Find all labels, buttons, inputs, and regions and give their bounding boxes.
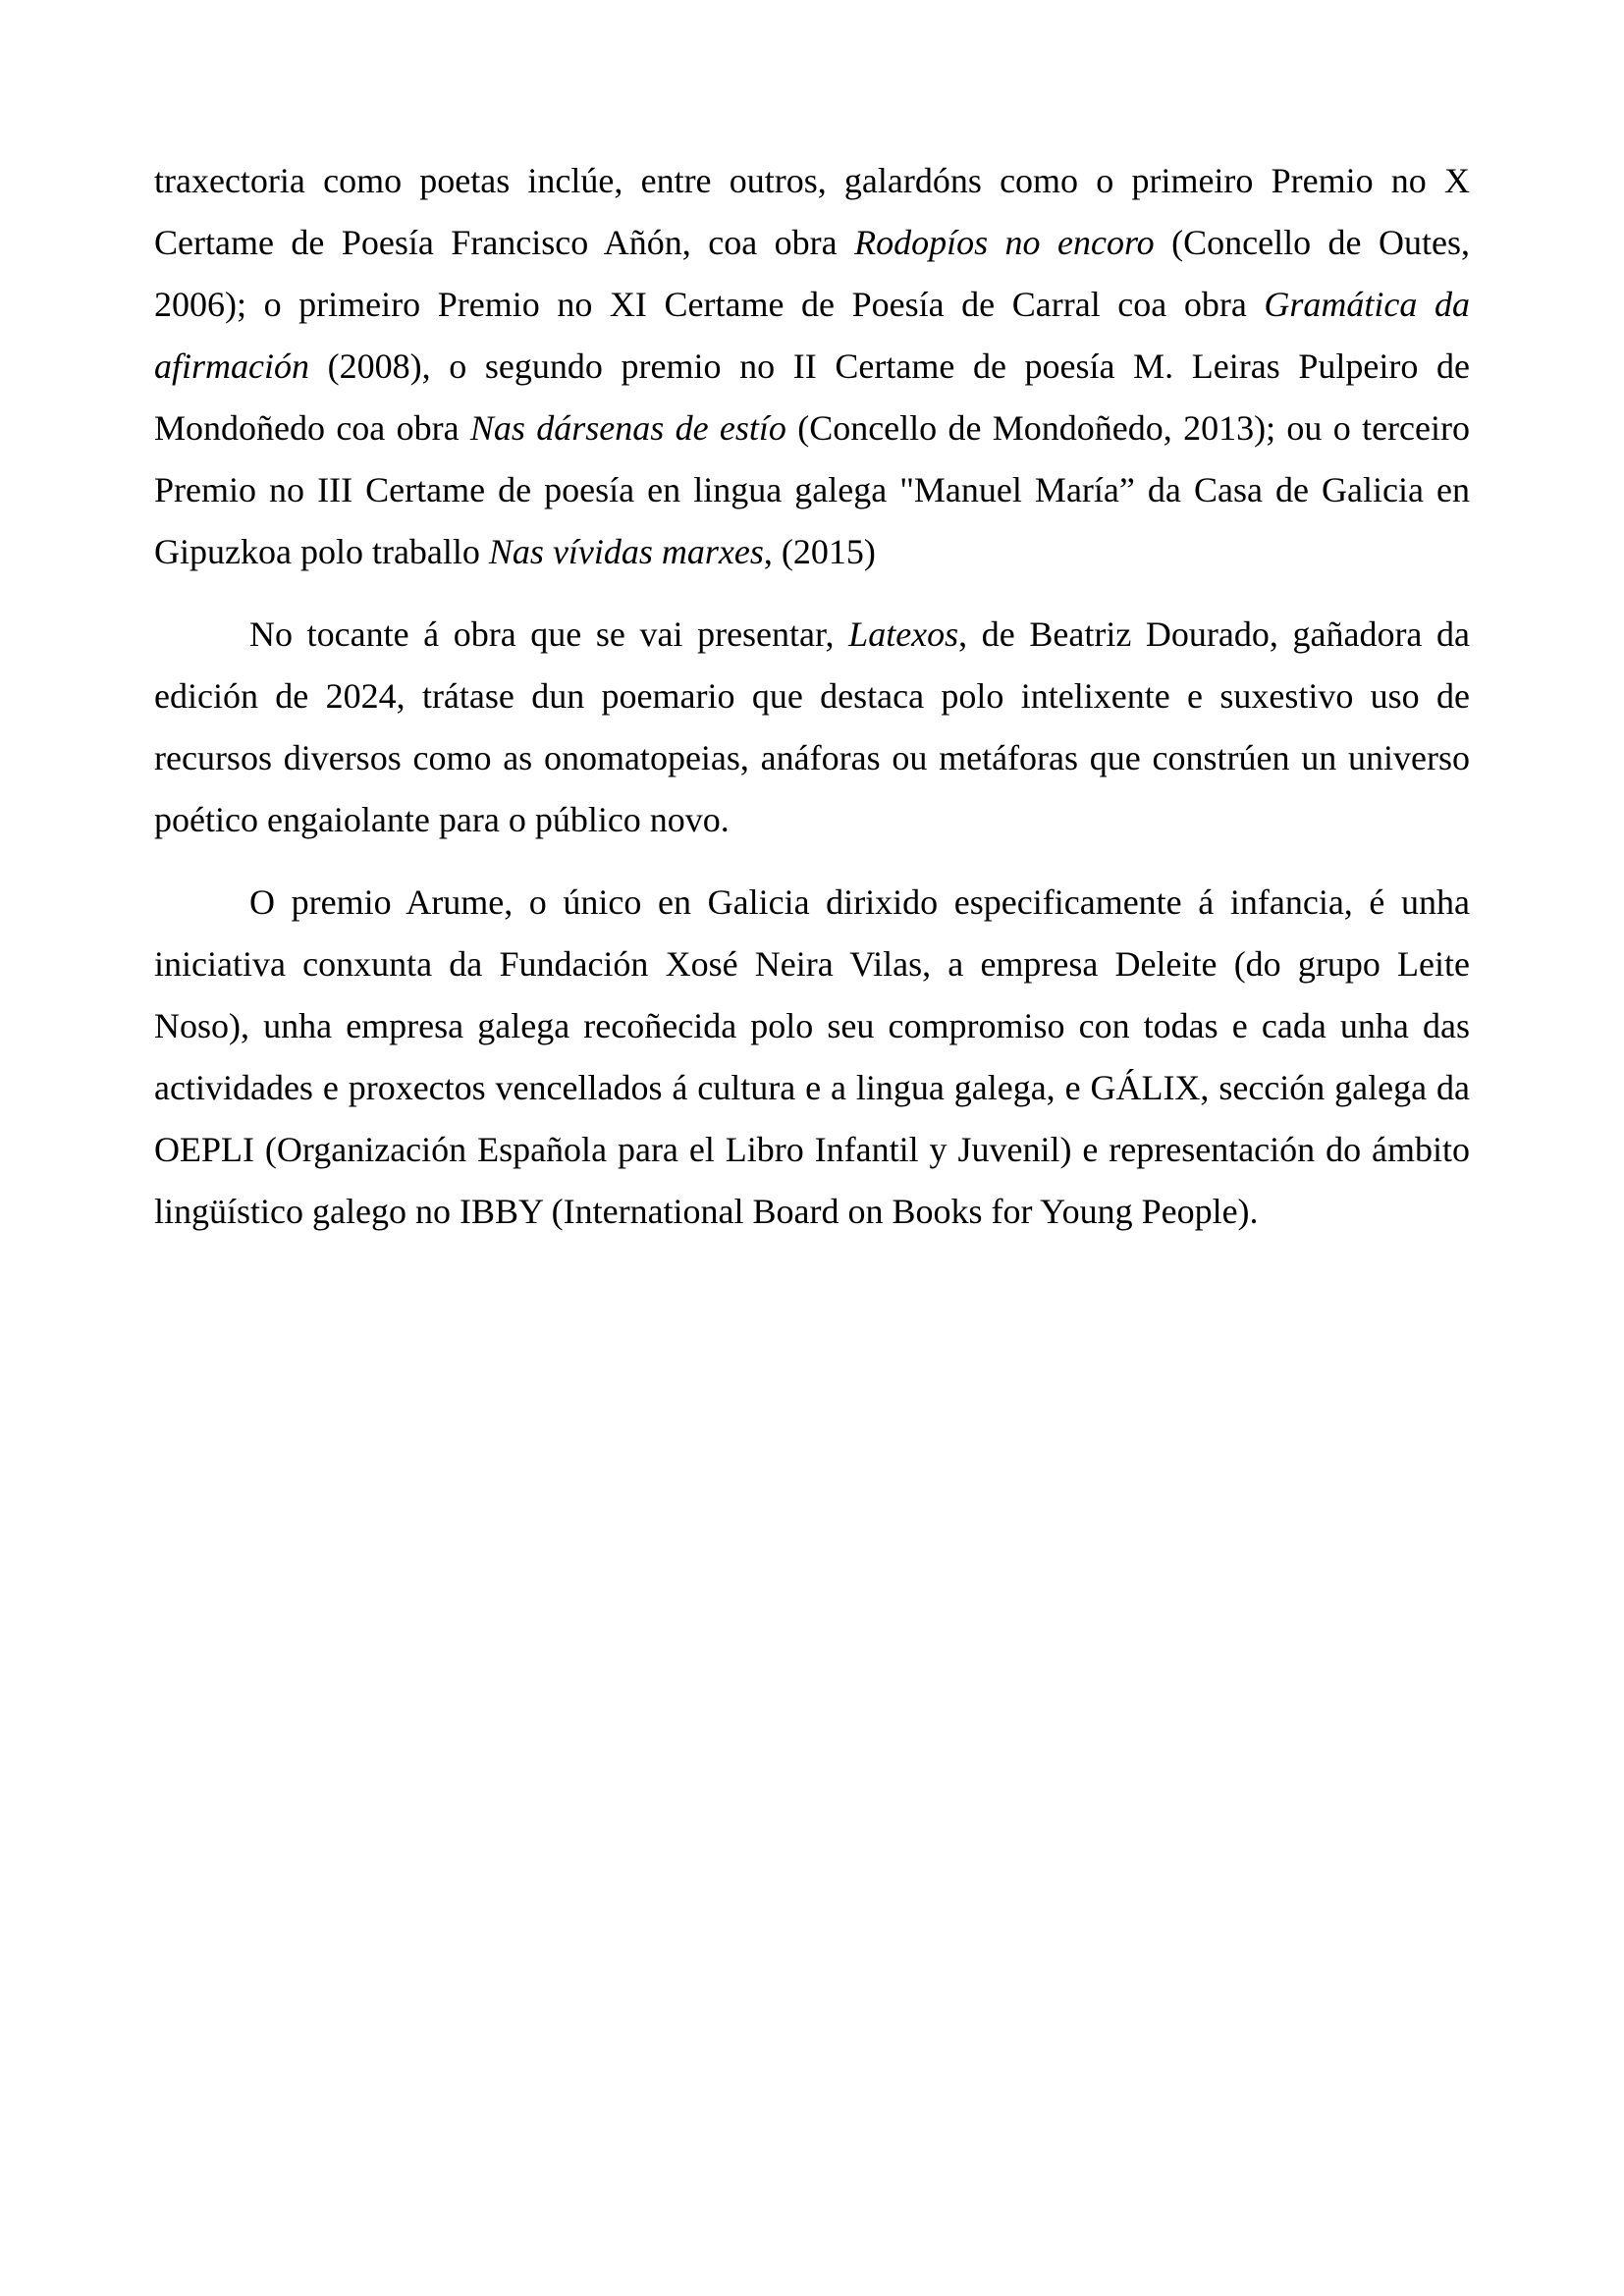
text-run-italic: Nas vívidas marxes [488,532,764,571]
document-body [154,150,1470,1243]
text-run-italic: Rodopíos no encoro [854,223,1155,262]
paragraph [154,150,1470,583]
text-run: , de Beatriz Dourado, gañadora da edición de 2024, trátase dun poemario que destaca polo intelixente e suxestivo uso de recursos diversos como as onomatopeias, anáforas ou metáforas que constrúen un universo poético engaiolante para o público novo. [154,614,1470,839]
text-run: traxectoria como poetas inclúe, entre outros, galardóns como o primeiro Premio no X Certame de Poesía Francisco Añón, coa obra [154,161,1470,262]
text-run: O premio Arume, o único en Galicia dirixido especificamente á infancia, é unha iniciativa conxunta da Fundación Xosé Neira Vilas, a empresa Deleite (do grupo Leite Noso), unha empresa galega recoñecida polo seu compromiso con todas e cada unha das actividades e proxectos vencellados á cultura e a lingua galega, e GÁLIX, sección galega da OEPLI (Organización Española para el Libro Infantil y Juvenil) e representación do ámbito lingüístico galego no IBBY (International Board on Books for Young People). [154,882,1470,1231]
text-run: (Concello de Outes, 2006); o primeiro Premio no XI Certame de Poesía de Carral coa obra [154,223,1470,324]
text-run-italic: Nas dársenas de estío [469,408,786,448]
paragraph [154,872,1470,1243]
text-run-italic: Latexos [848,614,959,654]
text-run: No tocante á obra que se vai presentar, [249,614,849,654]
text-run: (2008), o segundo premio no II Certame de poesía M. Leiras Pulpeiro de Mondoñedo coa obra [154,347,1470,448]
text-run-italic: Gramática da afirmación [154,285,1470,386]
text-run: , (2015) [763,532,876,571]
paragraph [154,604,1470,851]
text-run: (Concello de Mondoñedo, 2013); ou o terceiro Premio no III Certame de poesía en lingua galega "Manuel María” da Casa de Galicia en Gipuzkoa polo traballo [154,408,1470,571]
